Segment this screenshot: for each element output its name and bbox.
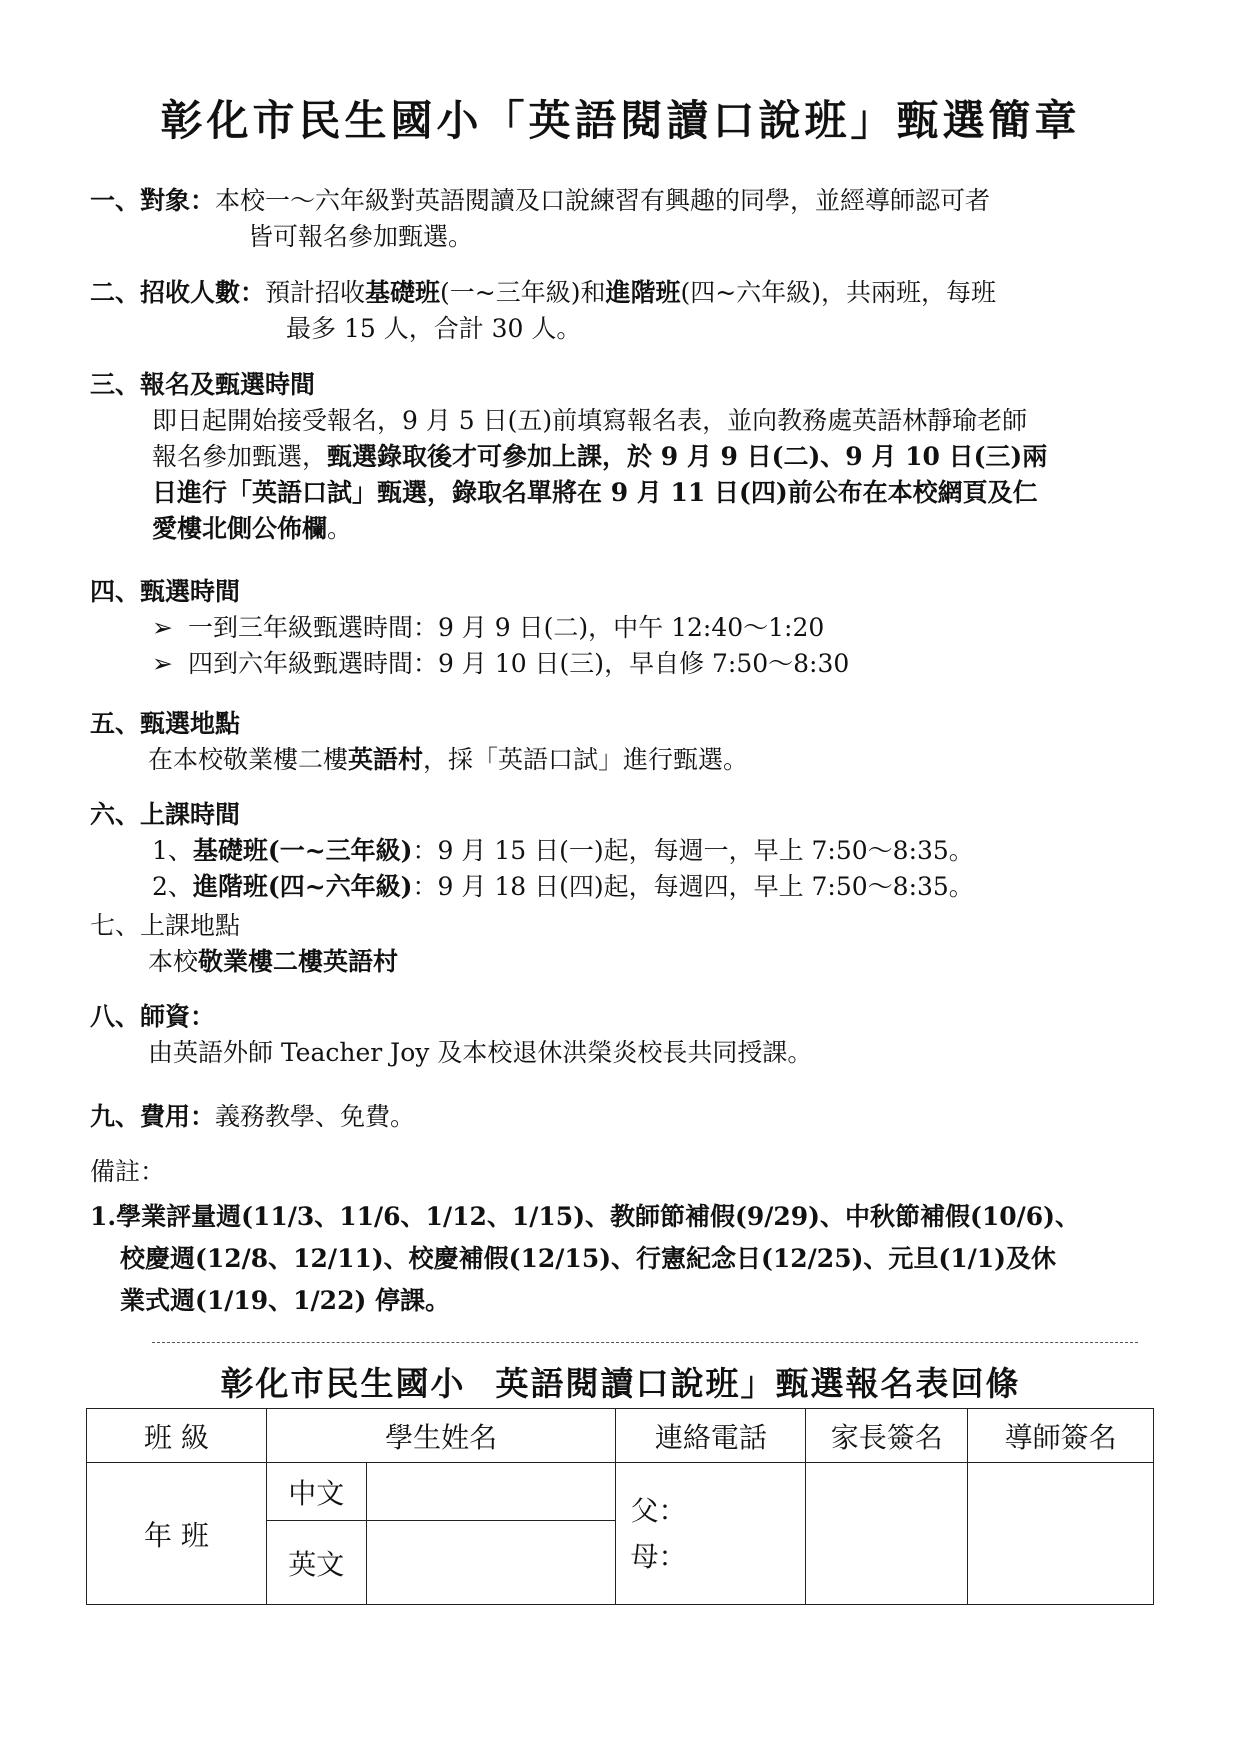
enrollment-text: (一~三年級)和 [440, 278, 606, 307]
section-selection-place [90, 706, 1170, 778]
form-title-school: 彰化市民生國小 [220, 1364, 466, 1403]
registration-text-4-end: 。 [327, 514, 353, 543]
english-name-label: 英文 [266, 1521, 366, 1605]
section-target [90, 183, 1170, 255]
page-title: 彰化市民生國小「英語閱讀口說班」甄選簡章 [160, 96, 1081, 145]
father-phone-label: 父： [630, 1493, 687, 1527]
section-selection-time [90, 574, 1170, 682]
chinese-name-label: 中文 [266, 1463, 366, 1521]
section-registration [90, 367, 1170, 547]
notes-line-1: 1.學業評量週(11/3、11/6、1/12、1/15)、教師節補假(9/29)、中秋節補假(10/6)、 [90, 1202, 1080, 1231]
form-title-text: 英語閱讀口說班」甄選報名表回條 [495, 1364, 1021, 1403]
registration-text-4: 愛樓北側公佈欄 [152, 514, 328, 543]
item-number: 2、 [152, 872, 193, 901]
fees-text: 義務教學、免費。 [215, 1102, 416, 1131]
table-row [87, 1463, 1154, 1521]
class-time-text: ：9 月 15 日(一)起，每週一，早上 7:50～8:35。 [412, 836, 974, 865]
enrollment-text: (四~六年級)，共兩班，每班 [680, 278, 996, 307]
item-number: 1、 [152, 836, 193, 865]
section-fees-label: 九、費用： [90, 1102, 216, 1131]
section-class-time [90, 797, 1170, 905]
header-teacher-signature: 導師簽名 [968, 1409, 1154, 1463]
chinese-name-field[interactable] [366, 1463, 616, 1521]
section-class-time-label: 六、上課時間 [90, 800, 241, 829]
class-time-text: ：9 月 18 日(四)起，每週四，早上 7:50～8:35。 [412, 872, 974, 901]
selection-time-item: 一到三年級甄選時間：9 月 9 日(二)，中午 12:40～1:20 [188, 613, 825, 642]
header-student-name: 學生姓名 [266, 1409, 616, 1463]
section-selection-place-label: 五、甄選地點 [90, 709, 241, 738]
registration-text-2b: 甄選錄取後才可參加上課，於 9 月 9 日(二)、9 月 10 日(三)兩 [327, 442, 1048, 471]
notes-line-2: 校慶週(12/8、12/11)、校慶補假(12/15)、行憲紀念日(12/25)、元旦(1/1)及休 [120, 1244, 1057, 1273]
section-registration-label: 三、報名及甄選時間 [90, 370, 316, 399]
header-parent-signature: 家長簽名 [806, 1409, 968, 1463]
basic-class-name: 基礎班(一~三年級) [192, 836, 413, 865]
section-enrollment [90, 275, 1170, 347]
section-target-text: 本校一～六年級對英語閱讀及口說練習有興趣的同學，並經導師認可者 [215, 186, 991, 215]
cut-line-divider [152, 1342, 1138, 1343]
contact-phone-cell[interactable] [616, 1463, 806, 1605]
parent-signature-field[interactable] [806, 1463, 968, 1605]
header-class: 班 級 [87, 1409, 267, 1463]
notes-label: 備註： [90, 1157, 166, 1186]
section-fees [90, 1099, 1170, 1135]
teacher-signature-field[interactable] [968, 1463, 1154, 1605]
section-target-label: 一、對象： [90, 186, 216, 215]
teachers-text: 由英語外師 Teacher Joy 及本校退休洪榮炎校長共同授課。 [148, 1038, 813, 1067]
enrollment-text: 預計招收 [265, 278, 366, 307]
registration-text-2a: 報名參加甄選， [152, 442, 328, 471]
registration-text-1: 即日起開始接受報名，9 月 5 日(五)前填寫報名表，並向教務處英語林靜瑜老師 [152, 406, 1028, 435]
basic-class-name: 基礎班 [365, 278, 441, 307]
section-enrollment-label: 二、招收人數： [90, 278, 266, 307]
selection-time-item: 四到六年級甄選時間：9 月 10 日(三)，早自修 7:50～8:30 [188, 649, 850, 678]
section-selection-time-label: 四、甄選時間 [90, 577, 241, 606]
advanced-class-name: 進階班(四~六年級) [192, 872, 413, 901]
class-place-name: 敬業樓二樓英語村 [198, 947, 399, 976]
arrow-bullet-icon: ➢ [152, 613, 173, 642]
notes-line-3: 業式週(1/19、1/22) 停課。 [120, 1286, 450, 1315]
section-class-place-label: 七、上課地點 [90, 911, 241, 940]
class-place-text: 本校 [148, 947, 199, 976]
selection-place-text: ，採「英語口試」進行甄選。 [423, 745, 749, 774]
table-header-row [87, 1409, 1154, 1463]
registration-form-table [86, 1408, 1154, 1605]
section-teachers-label: 八、師資： [90, 1002, 216, 1031]
english-village: 英語村 [348, 745, 424, 774]
notes [90, 1154, 1170, 1322]
form-title [0, 1358, 1241, 1405]
enrollment-text-2: 最多 15 人，合計 30 人。 [286, 314, 582, 343]
section-teachers [90, 999, 1170, 1071]
selection-place-text: 在本校敬業樓二樓 [148, 745, 349, 774]
english-name-field[interactable] [366, 1521, 616, 1605]
registration-text-3: 日進行「英語口試」甄選，錄取名單將在 9 月 11 日(四)前公布在本校網頁及仁 [152, 478, 1038, 507]
section-class-place [90, 908, 1170, 980]
header-contact-phone: 連絡電話 [616, 1409, 806, 1463]
advanced-class-name: 進階班 [605, 278, 681, 307]
section-target-text-2: 皆可報名參加甄選。 [248, 222, 474, 251]
mother-phone-label: 母： [630, 1539, 687, 1573]
arrow-bullet-icon: ➢ [152, 649, 173, 678]
grade-class-cell[interactable]: 年 班 [87, 1463, 267, 1605]
